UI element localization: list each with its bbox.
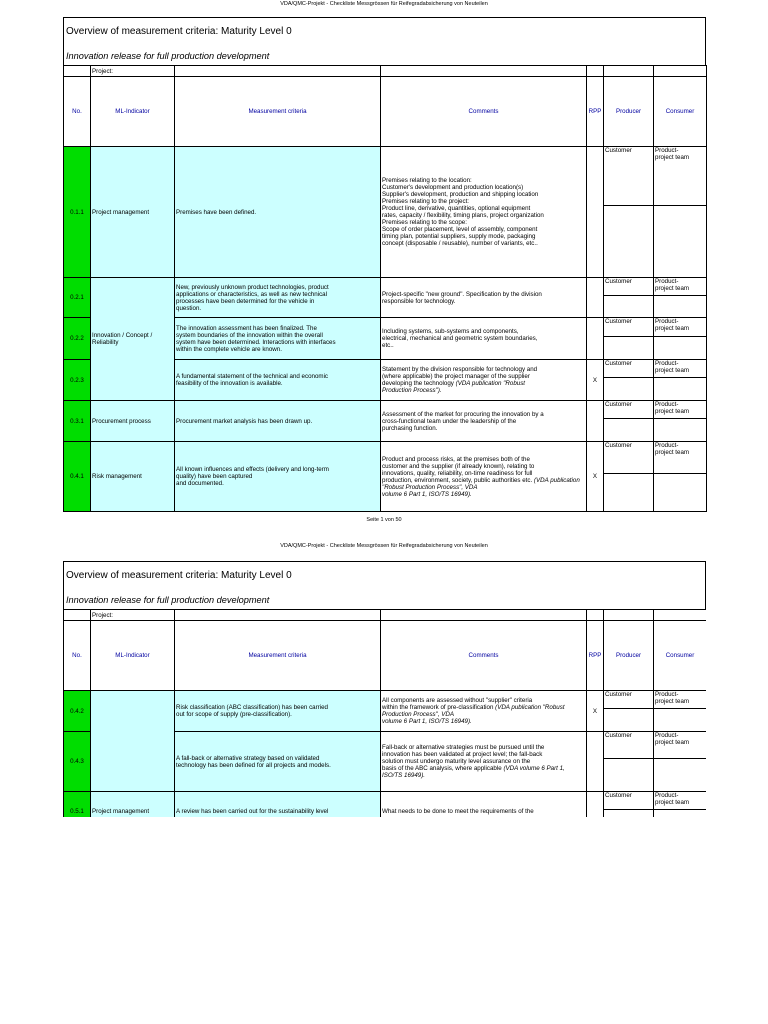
measurement-criteria: A fundamental statement of the technical and economic feasibility of the innovation is available. <box>175 360 381 401</box>
criteria-number: 0.4.3 <box>64 732 91 792</box>
title-frame <box>63 17 706 66</box>
measurement-criteria: Risk classification (ABC classification) has been carried out for scope of supply (pre-classification). <box>175 691 381 732</box>
consumer-cell-empty <box>654 709 707 732</box>
rpp-mark <box>587 401 604 442</box>
table-row <box>64 442 707 474</box>
producer-cell: Customer <box>604 732 654 759</box>
measurement-criteria: A fall-back or alternative strategy based on validated technology has been defined for all projects and models. <box>175 732 381 792</box>
consumer-cell: Product- project team <box>654 691 707 709</box>
consumer-cell-empty <box>654 759 707 792</box>
criteria-number: 0.1.1 <box>64 147 91 278</box>
consumer-cell-empty <box>654 296 707 318</box>
producer-cell-empty <box>604 378 654 401</box>
rpp-mark <box>587 147 604 278</box>
sheet-title: Overview of measurement criteria: Maturity Level 0 <box>66 26 292 37</box>
col-header-criteria-2: Measurement criteria <box>175 621 381 691</box>
comment-text: Assessment of the market for procuring the innovation by a cross-functional team under the leadership of the purchasing function. <box>382 410 544 432</box>
col-header-rpp: RPP <box>587 77 604 147</box>
measurement-criteria: Premises have been defined. <box>175 147 381 278</box>
consumer-cell-empty <box>654 378 707 401</box>
column-header-row-2 <box>64 621 707 691</box>
comments-cell <box>381 278 587 318</box>
comments-cell <box>381 401 587 442</box>
consumer-cell: Product- project team <box>654 732 707 759</box>
table-row <box>64 691 707 709</box>
consumer-cell: Product- project team <box>654 401 707 419</box>
producer-cell: Customer <box>604 442 654 474</box>
comments-cell <box>381 442 587 512</box>
col-header-indicator: ML-Indicator <box>91 77 175 147</box>
rpp-mark <box>587 278 604 318</box>
comment-text: Premises relating to the location: Customer's development and production location(s) Supplier's development, production and shipping location Premises relating to the project: Product line, derivative, quantities, optional equipment rates, capacity / flexibility, timing plans, project organization Premises relating to the scope: Scope of order placement, level of assembly, component timing plan, potential suppliers, supply mode, packaging concept (disposable / reusable), number of variants, etc.. <box>382 177 544 247</box>
col-header-rpp-2: RPP <box>587 621 604 691</box>
producer-cell-empty <box>604 419 654 442</box>
producer-cell: Customer <box>604 147 654 206</box>
title-frame-2 <box>63 561 706 610</box>
producer-cell-empty <box>604 810 654 818</box>
producer-cell-empty <box>604 337 654 360</box>
sheet-subtitle-2: Innovation release for full production development <box>66 595 270 605</box>
comments-cell <box>381 792 587 818</box>
project-label: Project: <box>91 66 175 77</box>
rpp-mark: X <box>587 442 604 512</box>
comment-text: Fall-back or alternative strategies must be pursued until the innovation has been validated at project level; the fall-back solution must undergo maturity level assurance on the basis of the ABC analysis, where applicable <box>382 744 545 772</box>
sheet-subtitle: Innovation release for full production development <box>66 51 270 61</box>
page-header: VDA/QMC-Projekt - Checkliste Messgrössen für Reifegradabsicherung von Neuteilen <box>280 1 488 7</box>
rpp-mark: X <box>587 360 604 401</box>
col-header-consumer-2: Consumer <box>654 621 707 691</box>
comment-text: All components are assessed without "supplier" criteria within the framework of pre-classification <box>382 697 533 711</box>
rpp-mark <box>587 792 604 818</box>
criteria-number: 0.4.2 <box>64 691 91 732</box>
ml-indicator: Risk management <box>91 442 175 512</box>
col-header-no: No. <box>64 77 91 147</box>
comment-reference: (VDA publication "Robust Production Process", VDA volume 6 Part 1, ISO/TS 16949). <box>382 476 580 498</box>
consumer-cell-empty <box>654 337 707 360</box>
consumer-cell-empty <box>654 419 707 442</box>
ml-indicator: Project management <box>91 147 175 278</box>
page-header-2: VDA/QMC-Projekt - Checkliste Messgrössen für Reifegradabsicherung von Neuteilen <box>280 543 488 549</box>
criteria-number: 0.2.2 <box>64 318 91 360</box>
measurement-criteria: New, previously unknown product technologies, product applications or characteristics, as well as new technical processes have been determined for the vehicle in question. <box>175 278 381 318</box>
producer-cell-empty <box>604 296 654 318</box>
table-row <box>64 792 707 810</box>
comments-cell <box>381 360 587 401</box>
comments-cell <box>381 147 587 278</box>
comment-text: Project-specific "new ground". Specification by the division responsible for technology. <box>382 290 542 305</box>
criteria-number: 0.4.1 <box>64 442 91 512</box>
comment-reference: (VDA volume 6 Part 1, ISO/TS 16949). <box>382 765 565 779</box>
column-header-row <box>64 77 707 147</box>
col-header-comments: Comments <box>381 77 587 147</box>
col-header-producer: Producer <box>604 77 654 147</box>
producer-cell-empty <box>604 474 654 512</box>
table-row <box>64 147 707 206</box>
table-row <box>64 401 707 419</box>
consumer-cell: Product- project team <box>654 278 707 296</box>
producer-cell: Customer <box>604 360 654 378</box>
criteria-table <box>63 65 707 512</box>
measurement-criteria: A review has been carried out for the sustainability level <box>175 792 381 818</box>
rpp-mark <box>587 732 604 792</box>
criteria-number: 0.5.1 <box>64 792 91 818</box>
comment-text: Product and process risks, at the premises both of the customer and the supplier (if already known), relating to innovations, quality, reliability, on-time readiness for full production, environment, society, public authorities etc. <box>382 455 535 484</box>
consumer-cell: Product- project team <box>654 147 707 206</box>
comment-text: Statement by the division responsible for technology and (where applicable) the project manager of the supplier developing the technology <box>382 366 538 387</box>
consumer-cell: Product- project team <box>654 442 707 474</box>
consumer-cell: Product- project team <box>654 360 707 378</box>
consumer-cell-empty <box>654 474 707 512</box>
ml-indicator: Project management <box>91 792 175 818</box>
project-cell-empty <box>64 66 91 77</box>
col-header-comments-2: Comments <box>381 621 587 691</box>
producer-cell: Customer <box>604 401 654 419</box>
producer-cell: Customer <box>604 792 654 810</box>
col-header-criteria: Measurement criteria <box>175 77 381 147</box>
consumer-cell-empty <box>654 206 707 278</box>
consumer-cell: Product- project team <box>654 792 707 810</box>
producer-cell: Customer <box>604 278 654 296</box>
consumer-cell-empty <box>654 810 707 818</box>
ml-indicator: Procurement process <box>91 401 175 442</box>
comments-cell <box>381 318 587 360</box>
page-footer: Seite 1 von 50 <box>366 517 402 523</box>
comments-cell <box>381 732 587 792</box>
col-header-no-2: No. <box>64 621 91 691</box>
ml-indicator <box>91 691 175 792</box>
comment-text: Including systems, sub-systems and components, electrical, mechanical and geometric system boundaries, etc.. <box>382 328 538 349</box>
project-label-2: Project: <box>91 610 175 621</box>
col-header-consumer: Consumer <box>654 77 707 147</box>
measurement-criteria: Procurement market analysis has been drawn up. <box>175 401 381 442</box>
measurement-criteria: The innovation assessment has been finalized. The system boundaries of the innovation within the overall system have been determined. Interactions with interfaces within the complete vehicle are known. <box>175 318 381 360</box>
criteria-number: 0.2.3 <box>64 360 91 401</box>
ml-indicator: Innovation / Concept / Reliability <box>91 278 175 401</box>
sheet-title-2: Overview of measurement criteria: Maturity Level 0 <box>66 570 292 581</box>
sheet-page-2 <box>63 561 706 817</box>
comment-reference: (VDA publication "Robust Production Process"). <box>382 380 526 394</box>
col-header-producer-2: Producer <box>604 621 654 691</box>
criteria-table-2 <box>63 609 706 817</box>
comment-text: What needs to be done to meet the requirements of the <box>382 808 534 815</box>
comments-cell <box>381 691 587 732</box>
project-row <box>64 66 707 77</box>
producer-cell: Customer <box>604 691 654 709</box>
measurement-criteria: All known influences and effects (delivery and long-term quality) have been captured and documented. <box>175 442 381 512</box>
producer-cell-empty <box>604 759 654 792</box>
rpp-mark <box>587 318 604 360</box>
project-row-2 <box>64 610 707 621</box>
producer-cell-empty <box>604 709 654 732</box>
producer-cell-empty <box>604 206 654 278</box>
consumer-cell: Product- project team <box>654 318 707 337</box>
table-row <box>64 278 707 296</box>
producer-cell: Customer <box>604 318 654 337</box>
criteria-number: 0.2.1 <box>64 278 91 318</box>
criteria-number: 0.3.1 <box>64 401 91 442</box>
col-header-indicator-2: ML-Indicator <box>91 621 175 691</box>
rpp-mark: X <box>587 691 604 732</box>
comment-reference: (VDA publication "Robust Production Process", VDA volume 6 Part 1, ISO/TS 16949). <box>382 704 565 725</box>
